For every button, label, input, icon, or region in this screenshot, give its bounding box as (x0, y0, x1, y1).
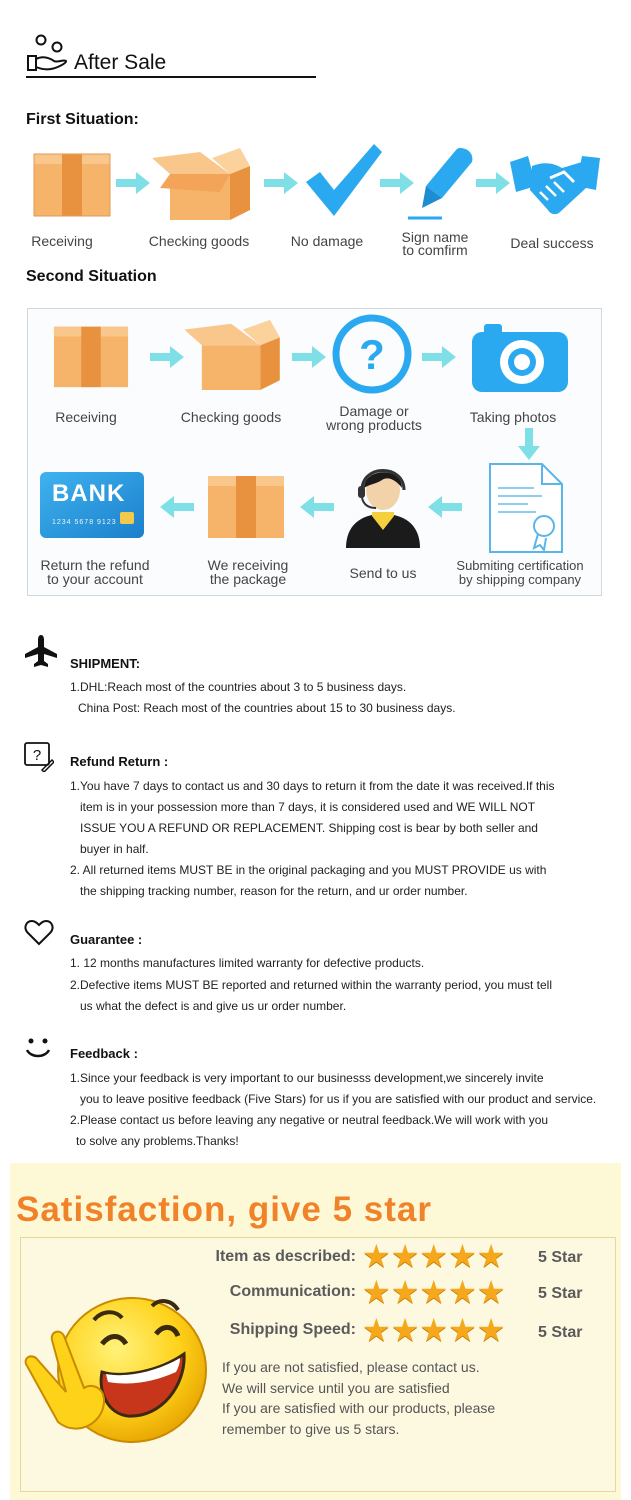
refund-line: item is in your possession more than 7 days, it is considered used and WE WILL NOT (80, 800, 536, 814)
checkmark-icon (304, 142, 384, 218)
first-situation-title: First Situation: (26, 111, 139, 128)
star-icon: ★ (362, 1274, 391, 1310)
support-agent-icon (342, 456, 424, 548)
closed-box-icon (206, 468, 286, 540)
refund-line: 2. All returned items MUST BE in the original packaging and you MUST PROVIDE us with (70, 863, 547, 877)
rating-label: Item as described: (215, 1248, 356, 1265)
step-label: Receiving (55, 409, 117, 425)
shipment-line: 1.DHL:Reach most of the countries about 3 to 5 business days. (70, 680, 407, 694)
step-label: Checking goods (180, 409, 282, 425)
feedback-line: 1.Since your feedback is very important to our businesss development,we sincerely invite (70, 1071, 544, 1085)
satisfaction-line: We will service until you are satisfied (222, 1380, 450, 1396)
refund-line: ISSUE YOU A REFUND OR REPLACEMENT. Shipping cost is bear by both seller and (80, 821, 538, 835)
closed-box-icon (32, 146, 112, 218)
arrow-right-icon (292, 346, 326, 368)
guarantee-line: 2.Defective items MUST BE reported and returned within the warranty period, you must tell (70, 978, 552, 992)
step-label: We receiving (207, 557, 289, 573)
guarantee-line: 1. 12 months manufactures limited warranty for defective products. (70, 956, 425, 970)
svg-text:?: ? (32, 747, 42, 764)
arrow-right-icon (116, 172, 150, 194)
rating-label: Shipping Speed: (229, 1321, 356, 1338)
camera-icon (470, 322, 570, 394)
step-label: wrong products (326, 417, 422, 433)
handshake-icon (510, 156, 600, 218)
star-icon: ★ (448, 1274, 477, 1310)
star-icon: ★ (448, 1238, 477, 1274)
star-icon: ★ (476, 1312, 506, 1348)
arrow-left-icon (428, 496, 462, 518)
star-icon: ★ (390, 1274, 420, 1310)
star-icon: ★ (419, 1312, 449, 1348)
shipment-title: SHIPMENT: (70, 656, 141, 671)
star-icon: ★ (476, 1274, 506, 1310)
second-situation-title: Second Situation (26, 268, 157, 285)
open-box-icon (150, 144, 256, 222)
step-label: the package (209, 571, 287, 587)
arrow-right-icon (150, 346, 184, 368)
step-label: No damage (290, 233, 364, 249)
pen-icon (404, 144, 484, 222)
arrow-right-icon (422, 346, 456, 368)
airplane-icon (24, 634, 58, 668)
rating-label: Communication: (229, 1283, 356, 1300)
smiley-victory-icon (22, 1274, 212, 1450)
step-label: Deal success (510, 235, 594, 251)
refund-title: Refund Return : (70, 754, 169, 769)
step-label: Return the refund (40, 557, 150, 573)
satisfaction-line: If you are satisfied with our products, please (222, 1400, 496, 1416)
step-label: Send to us (349, 565, 417, 581)
step-label: Sign name (401, 229, 469, 245)
feedback-title: Feedback : (70, 1046, 138, 1061)
shipment-line: China Post: Reach most of the countries about 15 to 30 business days. (78, 701, 456, 715)
heart-icon (24, 920, 54, 946)
star-rating (362, 1240, 505, 1272)
bank-card-number: 1234 5678 9123 (52, 519, 117, 526)
refund-line: 1.You have 7 days to contact us and 30 days to return it from the date it was received.If this (70, 779, 555, 793)
svg-text:?: ? (359, 331, 385, 378)
arrow-right-icon (476, 172, 510, 194)
arrow-left-icon (300, 496, 334, 518)
star-rating (362, 1276, 505, 1308)
guarantee-title: Guarantee : (70, 932, 143, 947)
star-icon: ★ (362, 1238, 391, 1274)
star-icon: ★ (390, 1312, 420, 1348)
step-label: to comfirm (402, 242, 468, 258)
rating-value: 5 Star (538, 1249, 583, 1266)
question-note-icon (24, 742, 54, 772)
star-icon: ★ (448, 1312, 477, 1348)
satisfaction-line: If you are not satisfied, please contact us. (222, 1359, 480, 1375)
step-label: to your account (47, 571, 143, 587)
satisfaction-line: remember to give us 5 stars. (222, 1421, 400, 1437)
closed-box-icon (52, 318, 130, 390)
star-icon: ★ (390, 1238, 420, 1274)
step-label: Receiving (31, 233, 93, 249)
refund-line: buyer in half. (80, 842, 149, 856)
satisfaction-title: Satisfaction, give 5 star (16, 1190, 432, 1229)
feedback-line: you to leave positive feedback (Five Stars) for us if you are satisfied with our product and service. (80, 1092, 597, 1106)
rating-value: 5 Star (538, 1324, 583, 1341)
refund-line: the shipping tracking number, reason for the return, and ur order number. (80, 884, 468, 898)
hand-people-icon (26, 32, 68, 74)
step-label: Damage or (339, 403, 409, 419)
arrow-right-icon (264, 172, 298, 194)
open-box-icon (182, 316, 286, 392)
arrow-down-icon (518, 428, 540, 460)
feedback-line: to solve any problems.Thanks! (76, 1134, 239, 1148)
star-icon: ★ (419, 1274, 449, 1310)
smile-icon (24, 1036, 52, 1060)
star-icon: ★ (476, 1238, 506, 1274)
step-label: Checking goods (148, 233, 250, 249)
star-icon: ★ (362, 1312, 391, 1348)
title-underline (26, 76, 316, 78)
rating-value: 5 Star (538, 1285, 583, 1302)
step-label: Submiting certification (456, 558, 584, 573)
star-rating (362, 1314, 505, 1346)
star-icon: ★ (419, 1238, 449, 1274)
question-icon (332, 314, 412, 394)
page-title: After Sale (74, 51, 167, 74)
step-label: by shipping company (458, 572, 582, 587)
bank-card-title: BANK (52, 480, 126, 507)
step-label: Taking photos (469, 409, 557, 425)
arrow-left-icon (160, 496, 194, 518)
certificate-icon (488, 462, 564, 554)
guarantee-line: us what the defect is and give us ur order number. (80, 999, 347, 1013)
feedback-line: 2.Please contact us before leaving any negative or neutral feedback.We will work with you (70, 1113, 549, 1127)
